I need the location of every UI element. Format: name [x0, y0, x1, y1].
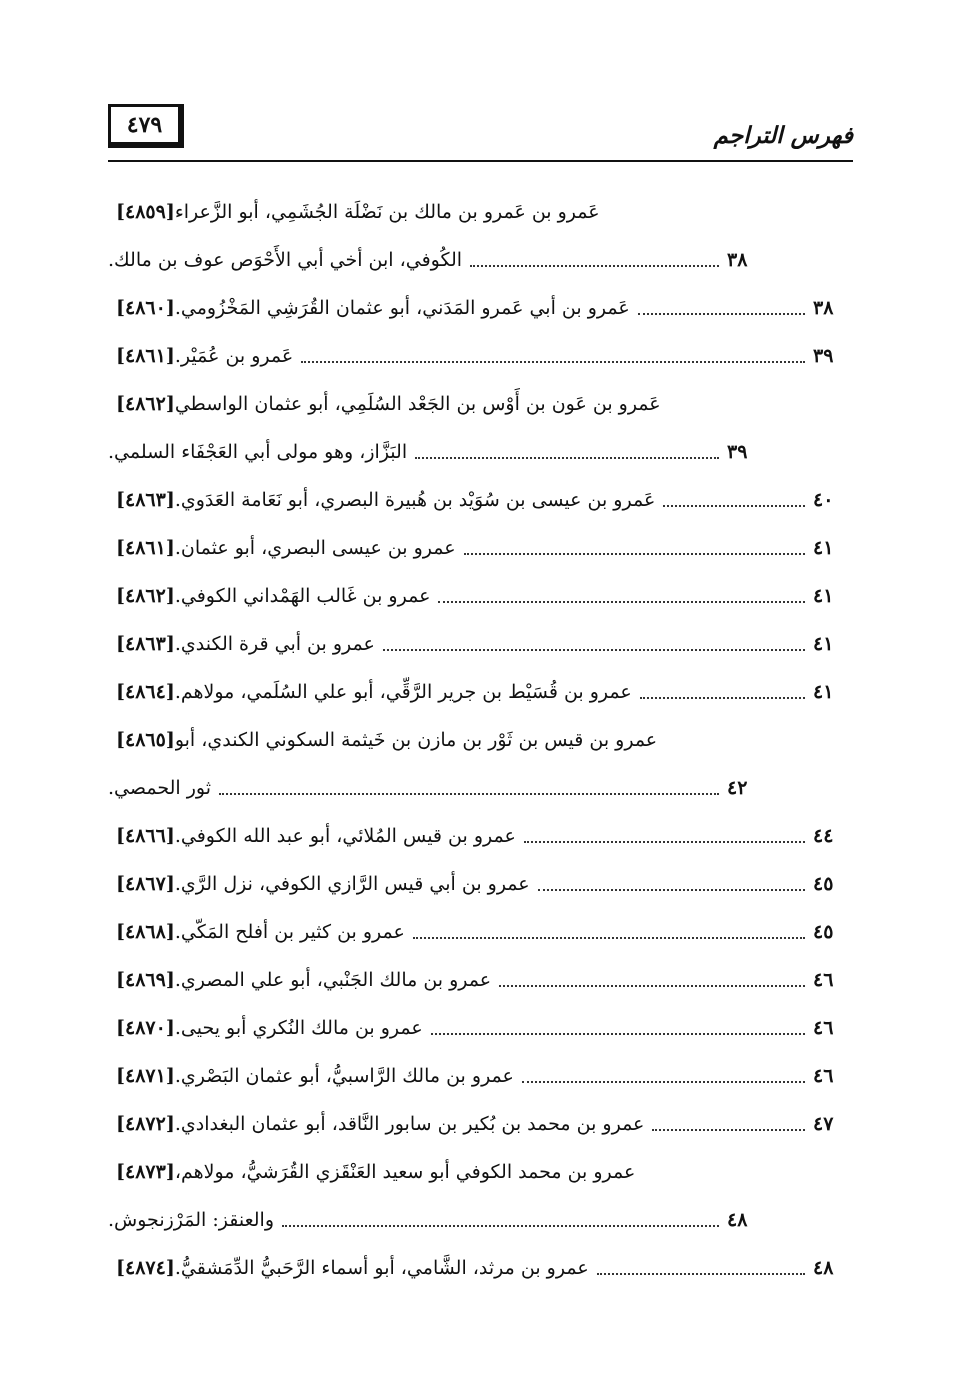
- dot-leader: [282, 1225, 719, 1227]
- entry-page-number: ٤٥: [813, 921, 834, 943]
- index-entry: [108, 716, 853, 764]
- entry-number: [٤٨٦٩]: [116, 969, 175, 991]
- entry-page-number: ٤١: [813, 585, 834, 607]
- index-entry: [108, 1148, 853, 1196]
- entry-number: [٤٨٦٣]: [116, 489, 175, 511]
- index-entries: [108, 188, 853, 1292]
- entry-name-continuation: البَزَّاز، وهو مولى أبي العَجْفَاء السلمي.: [108, 441, 408, 463]
- index-entry: [108, 1052, 853, 1100]
- entry-name-continuation: ثور الحمصي.: [108, 777, 211, 799]
- index-entry: [108, 380, 853, 428]
- entry-name: عَمرو بن عيسى بن سُوَيْد بن هُبيرة البصري، أبو نَعَامة العَدَوي.: [174, 489, 656, 511]
- dot-leader: [522, 1081, 805, 1083]
- entry-name: عمرو بن قيس بن ثَوْر بن مازن بن خَيثمة السكوني الكندي، أبو: [174, 729, 658, 751]
- entry-page-number: ٤١: [813, 633, 834, 655]
- entry-number: [٤٨٥٩]: [116, 201, 175, 223]
- index-entry: [108, 332, 853, 380]
- entry-number: [٤٨٧٢]: [116, 1113, 175, 1135]
- entry-name-continuation: الكُوفي، ابن أخي أبي الأَحْوَص عوف بن مالك.: [108, 249, 463, 271]
- entry-name: عمرو بن مرثد، الشَّامي، أبو أسماء الرَّحَبيُّ الدِّمَشقيُّ.: [174, 1257, 589, 1279]
- entry-number: [٤٨٦٤]: [116, 681, 175, 703]
- dot-leader: [652, 1129, 805, 1131]
- dot-leader: [638, 313, 805, 315]
- entry-name: عمرو بن عيسى البصري، أبو عثمان.: [174, 537, 456, 559]
- index-entry: [108, 668, 853, 716]
- entry-number: [٤٨٧٤]: [116, 1257, 175, 1279]
- entry-name: عمرو بن محمد بن بُكير بن سابور النَّاقد، أبو عثمان البغدادي.: [174, 1113, 645, 1135]
- dot-leader: [219, 793, 719, 795]
- dot-leader: [499, 985, 805, 987]
- entry-number: [٤٨٦٥]: [116, 729, 175, 751]
- page-header: [108, 104, 853, 160]
- index-entry: [108, 860, 853, 908]
- entry-page-number: ٤٠: [813, 489, 834, 511]
- entry-page-number: ٤٥: [813, 873, 834, 895]
- dot-leader: [438, 601, 805, 603]
- entry-name: عمرو بن كثير بن أفلح المَكّي.: [174, 921, 405, 943]
- entry-page-number: ٤٦: [813, 969, 834, 991]
- entry-page-number: ٣٨: [813, 297, 834, 319]
- dot-leader: [383, 649, 805, 651]
- entry-page-number: ٤٨: [813, 1257, 834, 1279]
- entry-page-number: ٤٢: [727, 777, 748, 799]
- entry-name-continuation: والعنقز: المَرْزنجوش.: [108, 1209, 274, 1231]
- entry-name: عَمرو بن عُمَيْر.: [174, 345, 294, 367]
- index-entry: [108, 908, 853, 956]
- entry-number: [٤٨٦١]: [116, 537, 175, 559]
- entry-name: عَمرو بن عَمرو بن مالك بن نَضْلَة الجُشَمِي، أبو الزَّعراء: [174, 201, 600, 223]
- index-entry: [108, 1244, 853, 1292]
- entry-name: عَمرو بن أبي عَمرو المَدَني، أبو عثمان القُرَشِي المَخْزُومي.: [174, 297, 630, 319]
- index-entry: [108, 812, 853, 860]
- header-rule: [108, 160, 853, 162]
- entry-number: [٤٨٧١]: [116, 1065, 175, 1087]
- entry-page-number: ٣٩: [813, 345, 834, 367]
- dot-leader: [413, 937, 805, 939]
- entry-page-number: ٤٧: [813, 1113, 834, 1135]
- entry-name: عمرو بن غَالب الهَمْداني الكوفي.: [174, 585, 431, 607]
- index-entry-continuation: [108, 428, 853, 476]
- entry-number: [٤٨٦٨]: [116, 921, 175, 943]
- dot-leader: [464, 553, 805, 555]
- index-entry: [108, 188, 853, 236]
- page-number: ٤٧٩: [108, 104, 184, 148]
- entry-name: عمرو بن محمد الكوفي أبو سعيد العَنْقَزي القُرَشيُّ، مولاهم،: [174, 1161, 636, 1183]
- dot-leader: [640, 697, 805, 699]
- dot-leader: [470, 265, 719, 267]
- entry-page-number: ٤٨: [727, 1209, 748, 1231]
- index-entry-continuation: [108, 236, 853, 284]
- dot-leader: [524, 841, 805, 843]
- index-entry: [108, 956, 853, 1004]
- entry-number: [٤٨٦٠]: [116, 297, 175, 319]
- entry-page-number: ٤٤: [813, 825, 834, 847]
- entry-name: عمرو بن مالك الرَّاسبيُّ، أبو عثمان البَصْري.: [174, 1065, 514, 1087]
- index-entry: [108, 284, 853, 332]
- entry-number: [٤٨٦١]: [116, 345, 175, 367]
- index-entry-continuation: [108, 1196, 853, 1244]
- dot-leader: [538, 889, 805, 891]
- entry-name: عمرو بن مالك النُكري أبو يحيى.: [174, 1017, 423, 1039]
- entry-number: [٤٨٦٢]: [116, 393, 175, 415]
- entry-page-number: ٤٦: [813, 1065, 834, 1087]
- entry-page-number: ٤١: [813, 681, 834, 703]
- entry-name: عمرو بن قُسَيْط بن جرير الرَّقِّي، أبو علي السُلَمي، مولاهم.: [174, 681, 632, 703]
- entry-number: [٤٨٦٦]: [116, 825, 175, 847]
- entry-number: [٤٨٦٢]: [116, 585, 175, 607]
- dot-leader: [431, 1033, 805, 1035]
- entry-number: [٤٨٦٣]: [116, 633, 175, 655]
- entry-page-number: ٣٨: [727, 249, 748, 271]
- dot-leader: [597, 1273, 805, 1275]
- index-entry: [108, 524, 853, 572]
- entry-name: عمرو بن قيس المُلائي، أبو عبد الله الكوفي.: [174, 825, 516, 847]
- running-title: فهرس التراجم: [713, 122, 853, 149]
- entry-number: [٤٨٧٣]: [116, 1161, 175, 1183]
- entry-name: عمرو بن أبي قرة الكندي.: [174, 633, 375, 655]
- dot-leader: [415, 457, 719, 459]
- entry-name: عَمرو بن عَون بن أَوْس بن الجَعْد السُلَمِي، أبو عثمان الواسطي: [174, 393, 661, 415]
- entry-page-number: ٤١: [813, 537, 834, 559]
- entry-page-number: ٤٦: [813, 1017, 834, 1039]
- index-entry: [108, 476, 853, 524]
- entry-name: عمرو بن مالك الجَنْبي، أبو علي المصري.: [174, 969, 492, 991]
- dot-leader: [301, 361, 805, 363]
- entry-page-number: ٣٩: [727, 441, 748, 463]
- index-entry: [108, 620, 853, 668]
- index-entry: [108, 1100, 853, 1148]
- index-entry-continuation: [108, 764, 853, 812]
- dot-leader: [663, 505, 805, 507]
- index-entry: [108, 572, 853, 620]
- index-entry: [108, 1004, 853, 1052]
- entry-name: عمرو بن أبي قيس الرَّازي الكوفي، نزل الرَّي.: [174, 873, 530, 895]
- entry-number: [٤٨٦٧]: [116, 873, 175, 895]
- entry-number: [٤٨٧٠]: [116, 1017, 175, 1039]
